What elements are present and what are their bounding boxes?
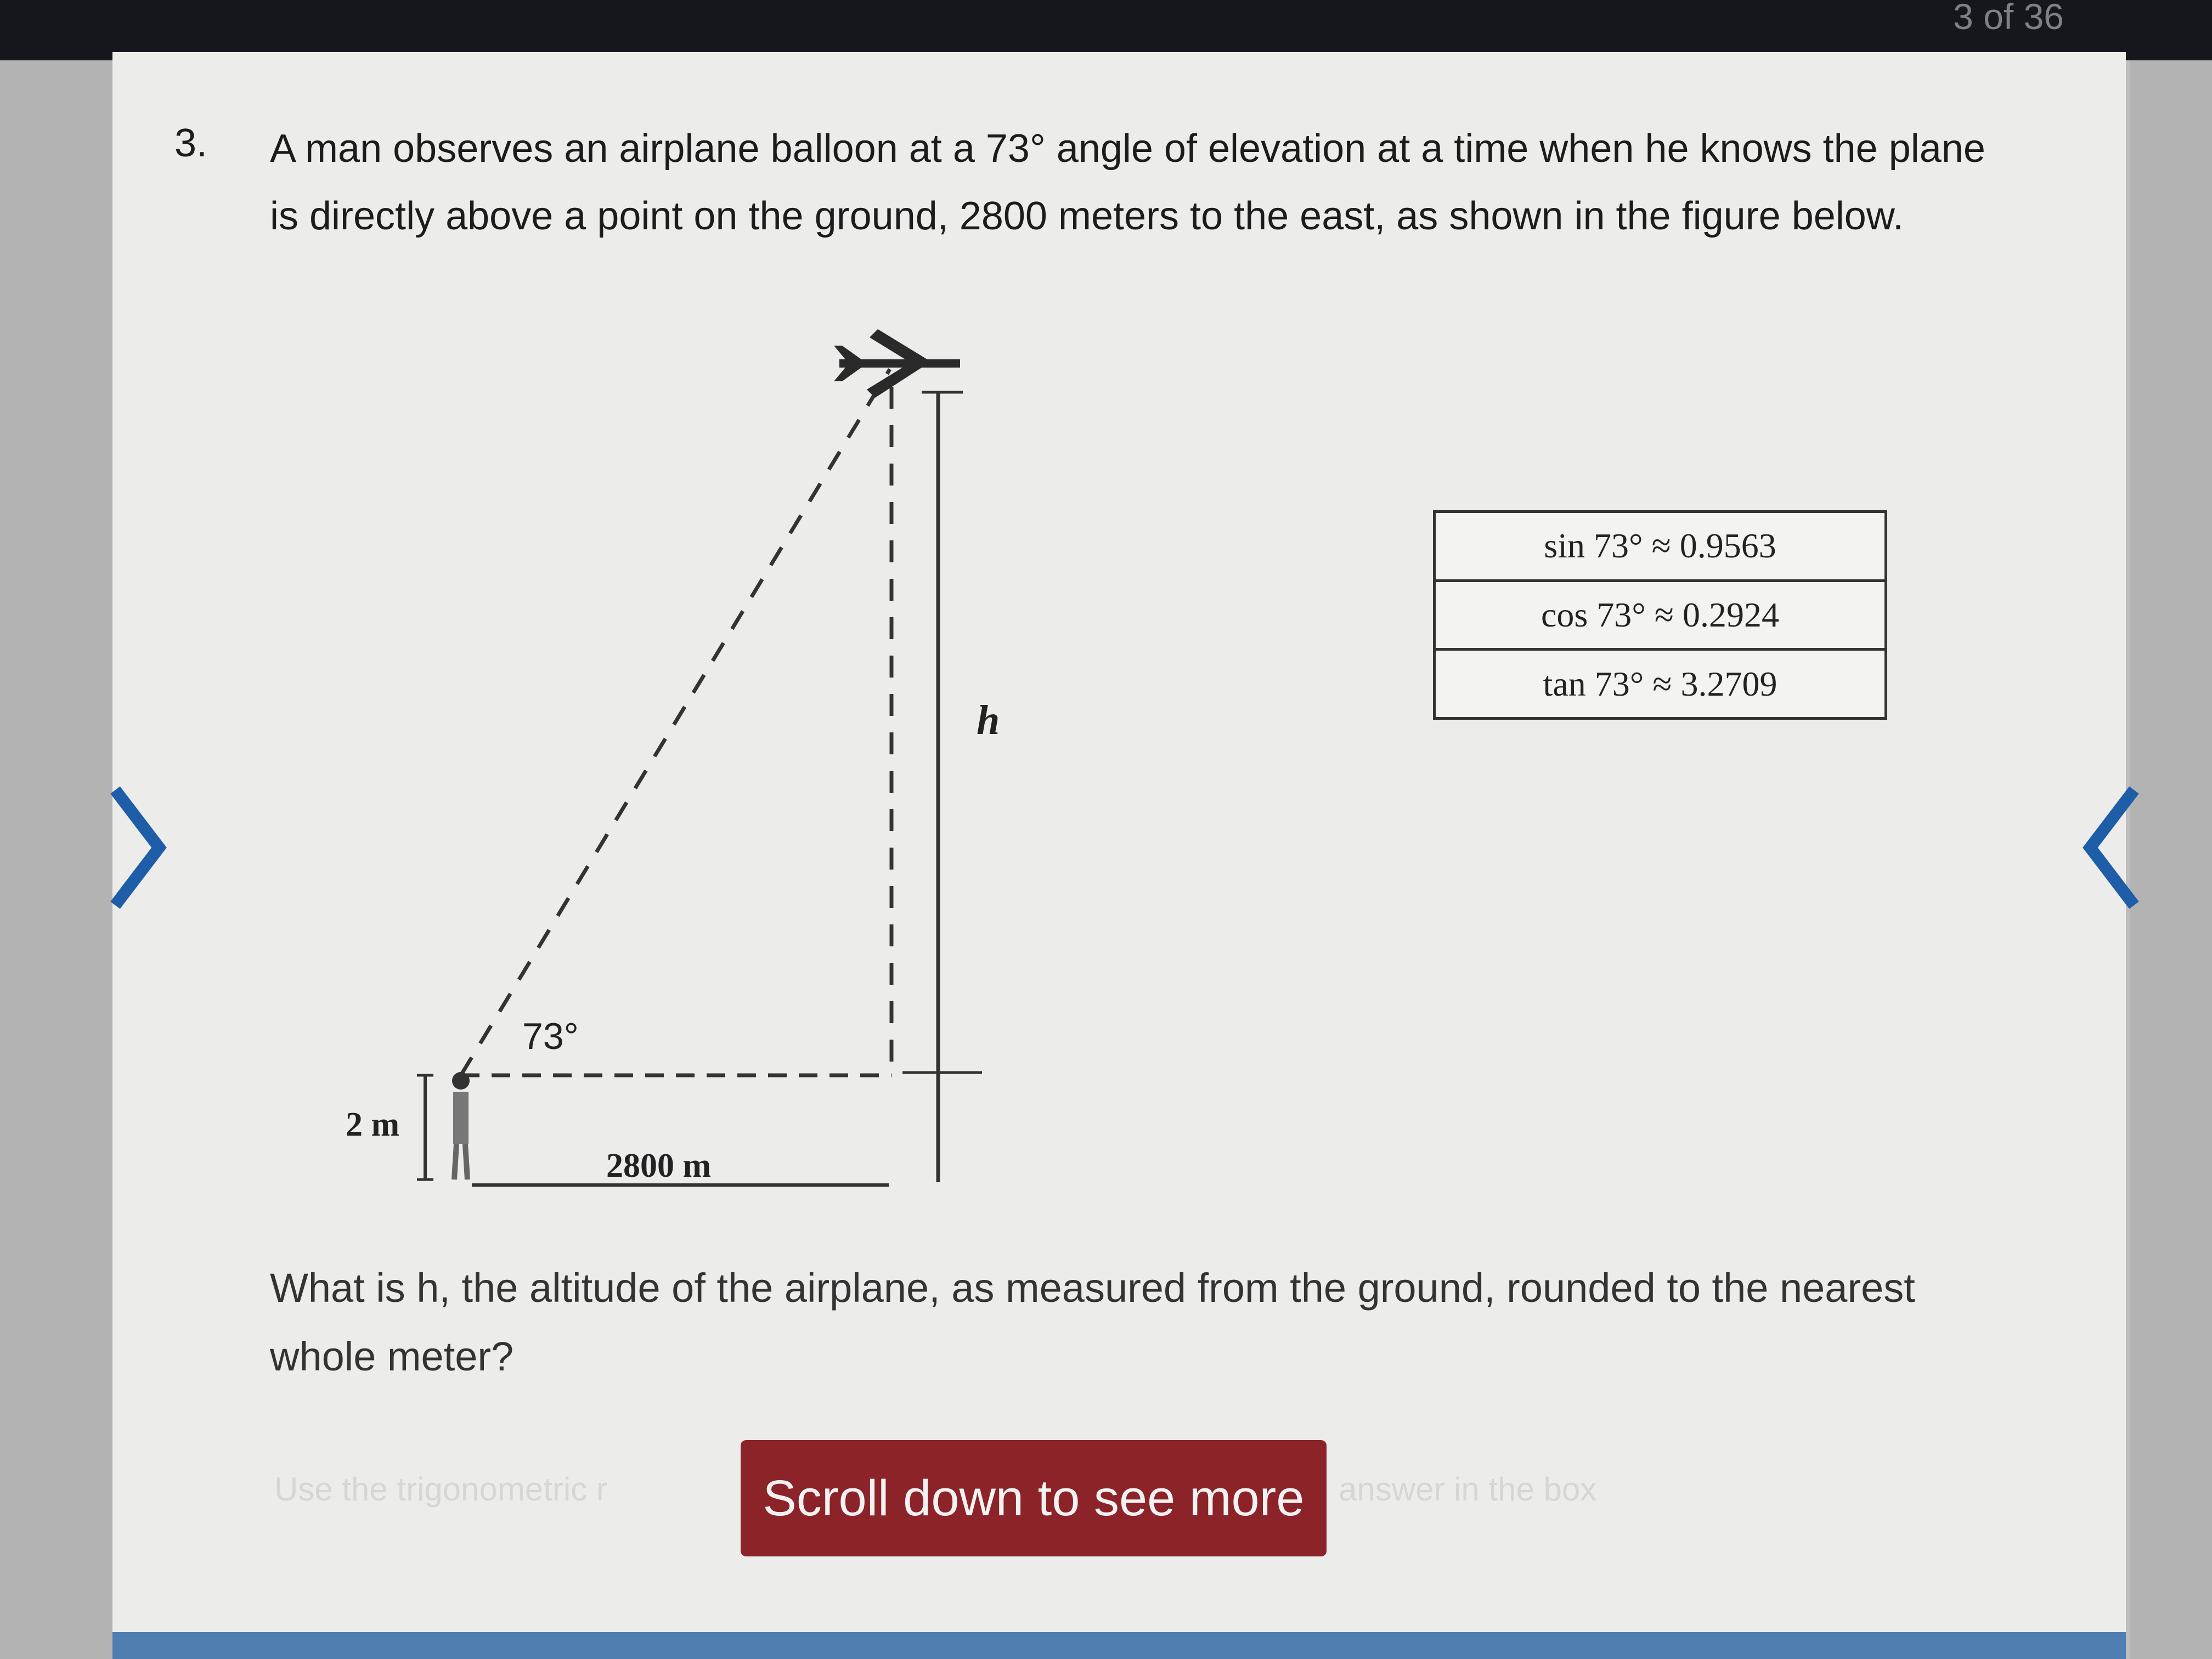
table-row: [1435, 650, 1886, 719]
next-question-button[interactable]: [2082, 779, 2142, 916]
chevron-left-icon: [107, 779, 167, 916]
table-row: [1435, 512, 1886, 581]
elevation-figure: [307, 307, 1020, 1240]
instruction-text-left: Use the trigonometric r: [274, 1471, 607, 1508]
top-bar: [0, 0, 2212, 60]
bottom-toolbar: [112, 1632, 2126, 1659]
chevron-right-icon: [2082, 779, 2142, 916]
previous-question-button[interactable]: [107, 779, 167, 916]
question-number: 3.: [174, 121, 208, 165]
cos-value: cos 73° ≈ 0.2924: [1435, 580, 1886, 650]
scroll-down-button[interactable]: Scroll down to see more: [741, 1440, 1327, 1556]
question-prompt: A man observes an airplane balloon at a 73° angle of elevation at a time when he knows the plane is directly above a point on the ground, 2800 meters to the east, as shown in the figure below.: [270, 127, 1985, 238]
airplane-icon: [834, 329, 960, 398]
tan-value: tan 73° ≈ 3.2709: [1435, 650, 1886, 719]
triangle-diagram: [307, 307, 1020, 1240]
distance-label: 2800 m: [606, 1147, 712, 1184]
man-height-label: 2 m: [346, 1106, 400, 1143]
question-ask: What is h, the altitude of the airplane, as measured from the ground, rounded to the nearest whole meter?: [270, 1265, 1915, 1379]
sin-value: sin 73° ≈ 0.9563: [1435, 512, 1886, 581]
line-of-sight: [461, 369, 890, 1075]
instruction-text-right: answer in the box: [1339, 1471, 1597, 1508]
table-row: [1435, 580, 1886, 650]
person-icon: [452, 1072, 470, 1180]
left-bezel: [0, 60, 112, 1659]
angle-label: 73°: [522, 1015, 579, 1057]
altitude-label: h: [977, 697, 1000, 743]
page-counter: 3 of 36: [1953, 0, 2064, 37]
trig-values-table: [1433, 510, 1887, 720]
